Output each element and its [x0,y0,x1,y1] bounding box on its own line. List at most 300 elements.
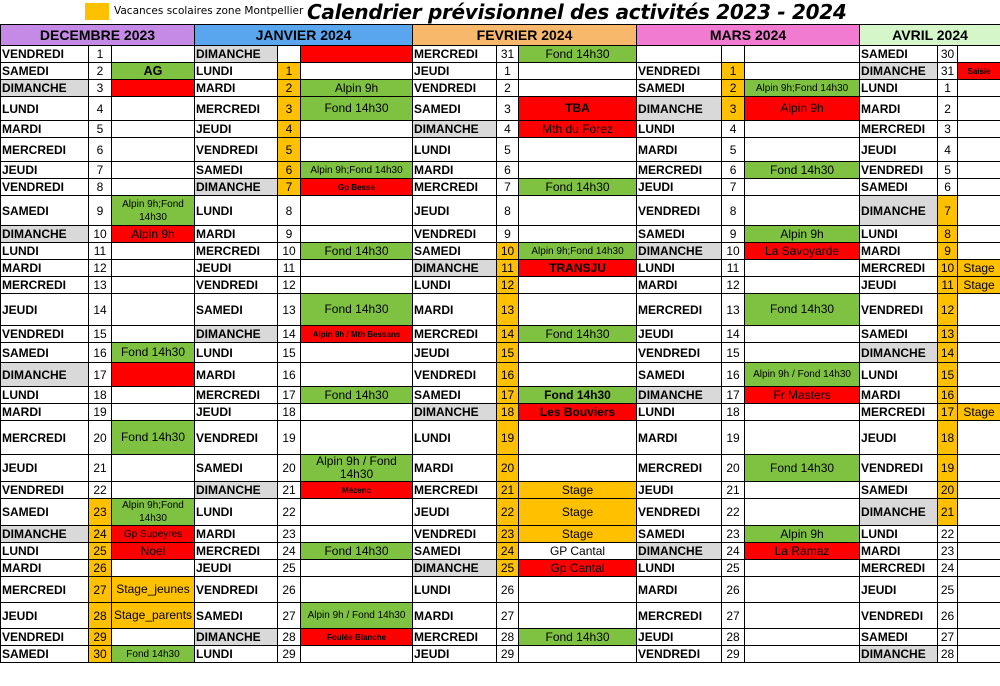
day-number-cell: 5 [722,138,745,162]
weekday-cell: SAMEDI [413,387,497,404]
weekday-cell: JEUDI [195,404,278,421]
day-number-cell: 28 [938,646,958,663]
activity-cell [958,138,1000,162]
day-number-cell: 22 [722,499,745,526]
calendar-row [1,277,1000,294]
weekday-cell: MARDI [637,277,722,294]
weekday-cell: MARDI [195,80,278,97]
weekday-cell: MERCREDI [413,46,497,63]
day-number-cell: 1 [497,63,519,80]
weekday-cell: VENDREDI [413,526,497,543]
activity-cell [301,138,413,162]
activity-cell [301,404,413,421]
weekday-cell: MERCREDI [637,162,722,179]
day-number-cell: 13 [497,294,519,326]
activity-cell [958,603,1000,629]
day-number-cell: 4 [722,121,745,138]
day-number-cell: 3 [938,121,958,138]
day-number-cell: 6 [722,162,745,179]
weekday-cell: SAMEDI [1,343,89,363]
activity-cell [519,80,637,97]
weekday-cell: MERCREDI [1,138,89,162]
weekday-cell: LUNDI [637,260,722,277]
weekday-cell: JEUDI [637,326,722,343]
day-number-cell: 8 [722,196,745,226]
weekday-cell: VENDREDI [637,196,722,226]
weekday-cell: MARDI [637,577,722,603]
activity-cell [112,326,195,343]
activity-cell: Mth du Forez [519,121,637,138]
weekday-cell: DIMANCHE [1,226,89,243]
activity-cell: Stage [958,277,1000,294]
weekday-cell: DIMANCHE [413,121,497,138]
weekday-cell: SAMEDI [195,455,278,482]
day-number-cell: 22 [278,499,301,526]
day-number-cell: 23 [938,543,958,560]
activity-cell: Fond 14h30 [301,387,413,404]
day-number-cell: 7 [938,196,958,226]
activity-cell [301,46,413,63]
weekday-cell: DIMANCHE [860,343,938,363]
day-number-cell: 26 [722,577,745,603]
activity-cell: Stage_jeunes [112,577,195,603]
calendar-row [1,421,1000,455]
weekday-cell: VENDREDI [1,46,89,63]
day-number-cell: 24 [278,543,301,560]
activity-cell [112,455,195,482]
day-number-cell: 23 [722,526,745,543]
activity-cell [745,63,860,80]
calendar-row [1,629,1000,646]
weekday-cell: MARDI [1,560,89,577]
weekday-cell: VENDREDI [637,63,722,80]
weekday-cell: DIMANCHE [637,97,722,121]
weekday-cell: VENDREDI [413,363,497,387]
weekday-cell: LUNDI [1,243,89,260]
day-number-cell: 5 [938,162,958,179]
day-number-cell: 29 [278,646,301,663]
day-number-cell: 27 [497,603,519,629]
day-number-cell: 28 [89,603,112,629]
weekday-cell: MARDI [413,162,497,179]
weekday-cell: SAMEDI [413,97,497,121]
calendar-row [1,482,1000,499]
day-number-cell: 18 [938,421,958,455]
day-number-cell: 10 [722,243,745,260]
activity-cell: Fond 14h30 [112,343,195,363]
weekday-cell: SAMEDI [860,629,938,646]
day-number-cell: 16 [722,363,745,387]
activity-cell: La Ramaz [745,543,860,560]
activity-cell: Stage_parents [112,603,195,629]
day-number-cell: 10 [89,226,112,243]
activity-cell [958,97,1000,121]
weekday-cell: SAMEDI [637,363,722,387]
activity-cell: Stage [958,404,1000,421]
calendar-row [1,455,1000,482]
activity-cell [745,138,860,162]
weekday-cell: JEUDI [1,603,89,629]
day-number-cell [278,46,301,63]
calendar-row [1,543,1000,560]
day-number-cell: 16 [497,363,519,387]
weekday-cell: SAMEDI [1,499,89,526]
weekday-cell: DIMANCHE [1,80,89,97]
activity-cell [301,577,413,603]
activity-cell [958,326,1000,343]
weekday-cell: MARDI [1,404,89,421]
activity-cell [958,387,1000,404]
activity-cell [112,46,195,63]
activity-cell: Alpin 9h;Fond 14h30 [519,243,637,260]
day-number-cell: 28 [722,629,745,646]
weekday-cell: VENDREDI [1,326,89,343]
month-header: JANVIER 2024 [195,25,413,46]
weekday-cell: MERCREDI [1,277,89,294]
weekday-cell: MERCREDI [1,421,89,455]
day-number-cell: 27 [89,577,112,603]
weekday-cell: JEUDI [1,162,89,179]
activity-cell: TRANSJU [519,260,637,277]
weekday-cell: VENDREDI [860,455,938,482]
day-number-cell: 6 [497,162,519,179]
calendar-row [1,196,1000,226]
weekday-cell: DIMANCHE [637,543,722,560]
weekday-cell: DIMANCHE [195,46,278,63]
activity-cell: Fond 14h30 [519,387,637,404]
calendar-row [1,577,1000,603]
weekday-cell: LUNDI [860,226,938,243]
weekday-cell: VENDREDI [195,277,278,294]
calendar-row [1,560,1000,577]
calendar-row [1,243,1000,260]
weekday-cell: DIMANCHE [195,326,278,343]
day-number-cell: 19 [497,421,519,455]
activity-cell [519,577,637,603]
activity-cell: Fond 14h30 [519,46,637,63]
activity-cell: Fond 14h30 [519,629,637,646]
weekday-cell: LUNDI [413,577,497,603]
activity-cell: Fond 14h30 [745,455,860,482]
weekday-cell: DIMANCHE [860,646,938,663]
activity-cell: Alpin 9h [745,526,860,543]
calendar-row [1,603,1000,629]
activity-cell [958,482,1000,499]
weekday-cell: JEUDI [860,421,938,455]
day-number-cell: 6 [278,162,301,179]
calendar-row [1,526,1000,543]
activity-cell: Alpin 9h [745,97,860,121]
calendar-row [1,260,1000,277]
weekday-cell: LUNDI [637,404,722,421]
activity-cell [301,363,413,387]
weekday-cell: SAMEDI [1,63,89,80]
weekday-cell: LUNDI [1,97,89,121]
day-number-cell: 31 [938,63,958,80]
day-number-cell: 19 [722,421,745,455]
weekday-cell: VENDREDI [637,499,722,526]
day-number-cell: 11 [722,260,745,277]
weekday-cell: JEUDI [1,294,89,326]
day-number-cell: 2 [938,97,958,121]
activity-cell: Fond 14h30 [301,97,413,121]
day-number-cell: 16 [278,363,301,387]
weekday-cell: SAMEDI [413,543,497,560]
weekday-cell: MERCREDI [637,294,722,326]
activity-cell [745,326,860,343]
weekday-cell: MERCREDI [413,326,497,343]
weekday-cell: VENDREDI [195,138,278,162]
day-number-cell: 23 [89,499,112,526]
activity-cell: Gp Besse [301,179,413,196]
activity-cell [301,499,413,526]
activity-cell [745,343,860,363]
day-number-cell: 29 [722,646,745,663]
weekday-cell: SAMEDI [1,646,89,663]
weekday-cell: MERCREDI [860,404,938,421]
activity-cell [745,421,860,455]
activity-cell [745,629,860,646]
activity-cell [301,63,413,80]
day-number-cell: 28 [497,629,519,646]
day-number-cell: 14 [278,326,301,343]
weekday-cell: VENDREDI [1,482,89,499]
day-number-cell: 10 [278,243,301,260]
activity-cell [958,421,1000,455]
day-number-cell: 30 [938,46,958,63]
calendar-row [1,226,1000,243]
day-number-cell: 2 [89,63,112,80]
day-number-cell: 20 [722,455,745,482]
activity-cell: Alpin 9h [301,80,413,97]
weekday-cell: LUNDI [195,499,278,526]
activity-cell [745,121,860,138]
activity-cell [958,80,1000,97]
weekday-cell: JEUDI [637,629,722,646]
activity-cell [745,260,860,277]
activity-cell: Alpin 9h;Fond 14h30 [112,196,195,226]
activity-cell [519,63,637,80]
activity-cell [301,121,413,138]
activities-calendar-table [0,24,1000,663]
day-number-cell: 9 [89,196,112,226]
day-number-cell: 21 [278,482,301,499]
activity-cell [112,97,195,121]
day-number-cell: 17 [722,387,745,404]
weekday-cell: LUNDI [860,526,938,543]
activity-cell: Fr Masters [745,387,860,404]
day-number-cell: 7 [89,162,112,179]
day-number-cell: 8 [278,196,301,226]
day-number-cell: 1 [722,63,745,80]
activity-cell [958,343,1000,363]
day-number-cell: 12 [278,277,301,294]
day-number-cell: 17 [938,404,958,421]
calendar-row [1,97,1000,121]
activity-cell [301,226,413,243]
weekday-cell: LUNDI [860,363,938,387]
day-number-cell: 26 [938,603,958,629]
day-number-cell: 2 [497,80,519,97]
weekday-cell: LUNDI [637,560,722,577]
day-number-cell: 1 [938,80,958,97]
weekday-cell: DIMANCHE [413,560,497,577]
weekday-cell: LUNDI [195,196,278,226]
weekday-cell: JEUDI [860,577,938,603]
activity-cell: Alpin 9h / Fond 14h30 [301,603,413,629]
day-number-cell: 20 [497,455,519,482]
day-number-cell: 6 [89,138,112,162]
activity-cell [958,294,1000,326]
weekday-cell: LUNDI [195,343,278,363]
weekday-cell: JEUDI [195,121,278,138]
weekday-cell: VENDREDI [1,179,89,196]
calendar-row [1,363,1000,387]
day-number-cell: 9 [938,243,958,260]
activity-cell: TBA [519,97,637,121]
calendar-row [1,138,1000,162]
day-number-cell: 4 [89,97,112,121]
day-number-cell: 25 [722,560,745,577]
activity-cell: La Savoyarde [745,243,860,260]
activity-cell: Alpin 9h [745,226,860,243]
activity-cell [519,138,637,162]
calendar-row [1,646,1000,663]
day-number-cell: 18 [89,387,112,404]
activity-cell [112,404,195,421]
day-number-cell: 24 [938,560,958,577]
weekday-cell: DIMANCHE [1,526,89,543]
activity-cell [519,421,637,455]
activity-cell [958,46,1000,63]
day-number-cell: 20 [278,455,301,482]
activity-cell [301,260,413,277]
activity-cell [745,646,860,663]
day-number-cell: 11 [278,260,301,277]
activity-cell [958,243,1000,260]
day-number-cell: 29 [497,646,519,663]
day-number-cell: 11 [938,277,958,294]
activity-cell [519,277,637,294]
day-number-cell: 5 [278,138,301,162]
weekday-cell: VENDREDI [413,80,497,97]
day-number-cell: 3 [497,97,519,121]
day-number-cell: 25 [278,560,301,577]
month-header-row [1,25,1000,46]
weekday-cell: DIMANCHE [860,63,938,80]
activity-cell: Alpin 9h;Fond 14h30 [112,499,195,526]
weekday-cell: SAMEDI [195,603,278,629]
day-number-cell: 15 [938,363,958,387]
day-number-cell: 18 [722,404,745,421]
weekday-cell: MARDI [413,294,497,326]
activity-cell: Alpin 9h / Fond 14h30 [745,363,860,387]
weekday-cell: MARDI [860,243,938,260]
day-number-cell: 11 [497,260,519,277]
activity-cell [519,196,637,226]
activity-cell [519,646,637,663]
activity-cell [958,121,1000,138]
activity-cell [519,455,637,482]
weekday-cell: DIMANCHE [637,243,722,260]
month-header: MARS 2024 [637,25,860,46]
activity-cell [745,277,860,294]
day-number-cell: 15 [278,343,301,363]
day-number-cell: 7 [722,179,745,196]
activity-cell [958,226,1000,243]
day-number-cell: 30 [89,646,112,663]
weekday-cell: VENDREDI [413,226,497,243]
activity-cell [112,629,195,646]
day-number-cell: 12 [497,277,519,294]
activity-cell [112,162,195,179]
day-number-cell: 17 [278,387,301,404]
weekday-cell: MARDI [637,421,722,455]
calendar-row [1,343,1000,363]
activity-cell [958,560,1000,577]
day-number-cell: 11 [89,243,112,260]
day-number-cell: 5 [89,121,112,138]
activity-cell [958,179,1000,196]
day-number-cell: 21 [938,499,958,526]
weekday-cell: LUNDI [195,63,278,80]
activity-cell [958,162,1000,179]
calendar-row [1,80,1000,97]
weekday-cell: DIMANCHE [195,629,278,646]
activity-cell: Alpin 9h;Fond 14h30 [745,80,860,97]
day-number-cell: 8 [938,226,958,243]
activity-cell: Alpin 9h / Fond 14h30 [301,455,413,482]
activity-cell [519,603,637,629]
school-holidays-legend-swatch [85,3,109,20]
month-header: FEVRIER 2024 [413,25,637,46]
day-number-cell: 19 [938,455,958,482]
activity-cell [958,543,1000,560]
day-number-cell: 14 [722,326,745,343]
weekday-cell: JEUDI [195,560,278,577]
top-bar [0,0,1000,24]
activity-cell [112,277,195,294]
weekday-cell: MERCREDI [860,560,938,577]
weekday-cell: JEUDI [637,482,722,499]
activity-cell: Noel [112,543,195,560]
weekday-cell: MARDI [195,226,278,243]
day-number-cell: 15 [722,343,745,363]
weekday-cell: JEUDI [413,63,497,80]
day-number-cell: 27 [938,629,958,646]
weekday-cell [637,46,722,63]
activity-cell [112,560,195,577]
weekday-cell: MARDI [637,138,722,162]
weekday-cell: LUNDI [195,646,278,663]
calendar-row [1,404,1000,421]
day-number-cell: 14 [497,326,519,343]
day-number-cell: 16 [938,387,958,404]
day-number-cell: 18 [497,404,519,421]
day-number-cell: 22 [89,482,112,499]
day-number-cell: 27 [722,603,745,629]
activity-cell [745,499,860,526]
day-number-cell: 9 [722,226,745,243]
activity-cell: AG [112,63,195,80]
weekday-cell: MARDI [860,387,938,404]
day-number-cell [722,46,745,63]
weekday-cell: VENDREDI [637,646,722,663]
calendar-row [1,179,1000,196]
day-number-cell: 31 [497,46,519,63]
weekday-cell: DIMANCHE [1,363,89,387]
day-number-cell: 2 [278,80,301,97]
